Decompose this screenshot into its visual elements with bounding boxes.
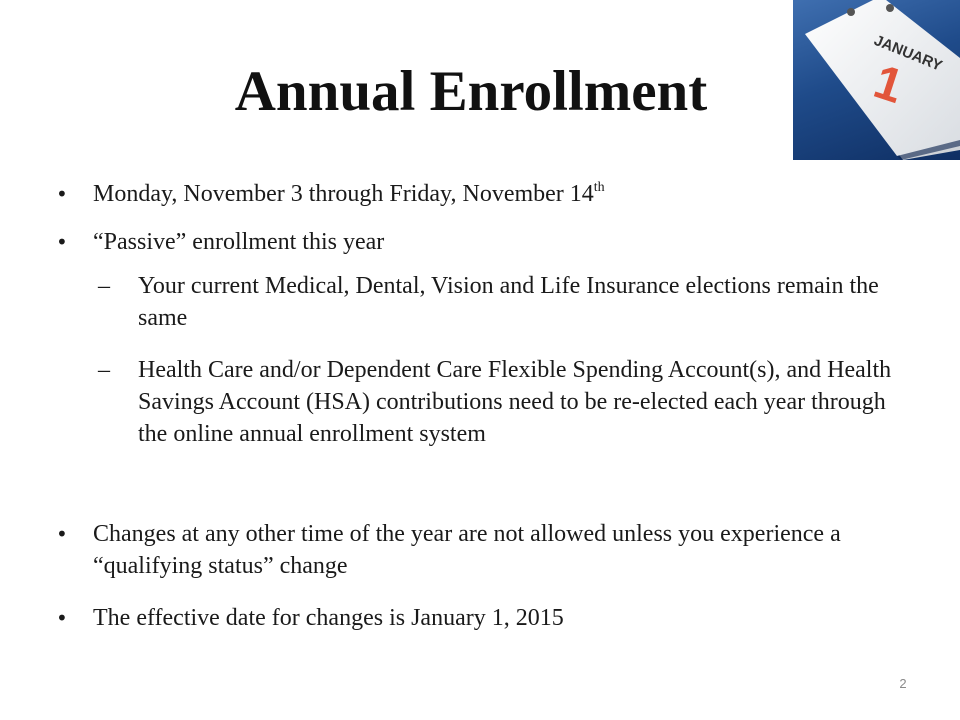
bullet-text: “Passive” enrollment this year — [93, 229, 385, 255]
bullet-marker: • — [56, 230, 68, 254]
calendar-icon — [793, 0, 960, 160]
sub-bullet-text: Health Care and/or Dependent Care Flexible Spending Account(s), and Health Savings Account (HSA) contributions need to be re-elected each year through the online annual enrollment system — [138, 357, 892, 447]
bullet-marker: • — [56, 182, 68, 206]
bullet-item — [56, 518, 903, 582]
bullet-item — [56, 178, 903, 210]
slide-title: Annual Enrollment — [234, 60, 708, 123]
page-number: 2 — [899, 676, 907, 691]
bullet-item — [56, 226, 903, 258]
calendar-image — [793, 0, 960, 160]
calendar-day: 1 — [867, 55, 910, 114]
sub-bullet-marker: – — [98, 273, 110, 299]
sub-bullet-marker: – — [98, 357, 110, 383]
bullet-text: Monday, November 3 through Friday, November 14 — [93, 181, 594, 207]
calendar-month: JANUARY — [871, 31, 945, 75]
bullet-superscript: th — [593, 180, 605, 195]
bullet-marker: • — [56, 606, 68, 630]
sub-bullet-item — [98, 354, 908, 450]
sub-bullet-text: Your current Medical, Dental, Vision and Life Insurance elections remain the same — [138, 273, 879, 331]
bullet-text: The effective date for changes is January 1, 2015 — [93, 605, 564, 631]
bullet-marker: • — [56, 522, 68, 546]
bullet-item — [56, 602, 903, 634]
bullet-text: Changes at any other time of the year are not allowed unless you experience a “qualifying status” change — [93, 521, 841, 579]
sub-bullet-item — [98, 270, 908, 334]
